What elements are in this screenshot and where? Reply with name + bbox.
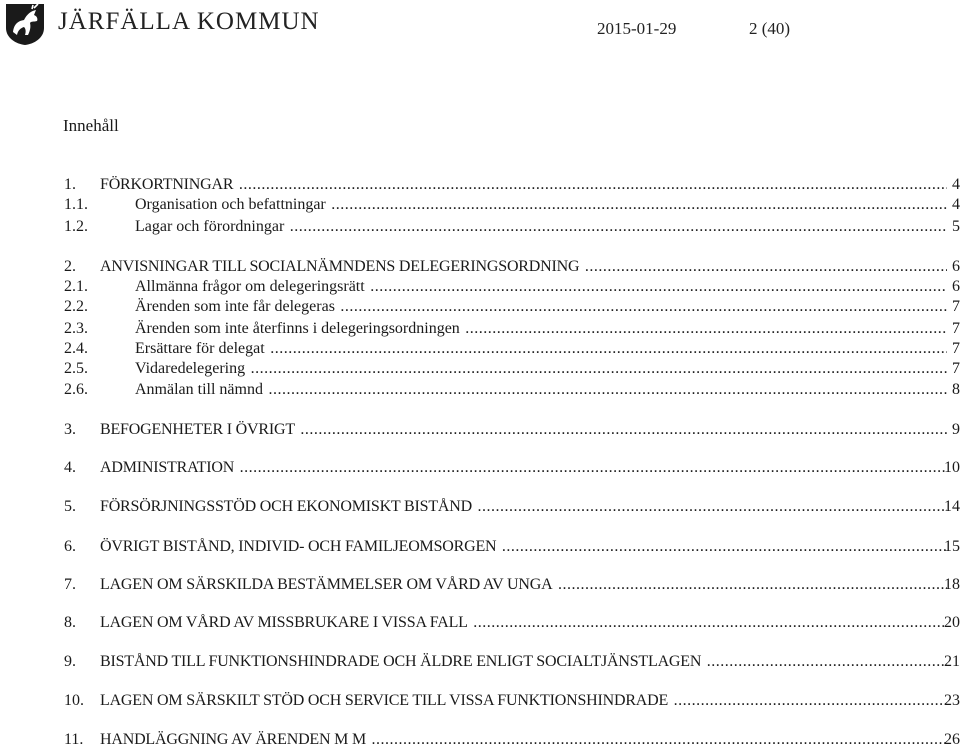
toc-entry-number: 10. <box>64 692 84 709</box>
toc-entry-title[interactable]: Anmälan till nämnd <box>135 381 263 398</box>
toc-entry[interactable] <box>64 497 960 517</box>
toc-entry-number: 5. <box>64 498 76 515</box>
toc-entry-title[interactable]: FÖRKORTNINGAR <box>100 176 234 193</box>
toc-entry-title[interactable]: ÖVRIGT BISTÅND, INDIVID- OCH FAMILJEOMSORGEN <box>100 538 497 555</box>
toc-entry-page: 15 <box>944 538 960 555</box>
toc-entry-number: 3. <box>64 421 76 438</box>
toc-entry-number: 4. <box>64 459 76 476</box>
toc-entry-page: 6 <box>952 278 960 295</box>
toc-entry-leader <box>135 195 947 215</box>
toc-entry-page: 4 <box>952 176 960 193</box>
toc-entry-number: 11. <box>64 731 84 748</box>
toc-entry-title[interactable]: Ärenden som inte får delegeras <box>135 298 335 315</box>
toc-entry-page: 23 <box>944 692 960 709</box>
toc-entry-leader <box>135 339 947 359</box>
toc-entry-page: 7 <box>952 360 960 377</box>
toc-entry-page: 7 <box>952 320 960 337</box>
toc-entry-title[interactable]: LAGEN OM SÄRSKILT STÖD OCH SERVICE TILL VISSA FUNKTIONSHINDRADE <box>100 692 669 709</box>
toc-entry-leader <box>100 730 947 750</box>
toc-entry[interactable] <box>64 575 960 595</box>
toc-entry-number: 1. <box>64 176 76 193</box>
toc-entry-title[interactable]: Vidaredelegering <box>135 360 246 377</box>
toc-entry[interactable] <box>64 339 960 359</box>
toc-entry-page: 21 <box>944 653 960 670</box>
toc-entry-number: 2.4. <box>64 340 88 357</box>
toc-entry[interactable] <box>64 297 960 317</box>
toc-entry-leader <box>100 497 947 517</box>
toc-entry-page: 26 <box>944 731 960 748</box>
toc-entry-number: 8. <box>64 614 76 631</box>
toc-entry-number: 7. <box>64 576 76 593</box>
toc-entry[interactable] <box>64 652 960 672</box>
toc-entry-leader <box>100 175 947 195</box>
toc-entry-title[interactable]: Ärenden som inte återfinns i delegeringsordningen <box>135 320 460 337</box>
toc-entry[interactable] <box>64 537 960 557</box>
toc-heading: Innehåll <box>63 116 119 135</box>
toc-entry[interactable] <box>64 691 960 711</box>
toc-entry-page: 7 <box>952 298 960 315</box>
toc-entry-number: 6. <box>64 538 76 555</box>
organization-name: JÄRFÄLLA KOMMUN <box>58 8 320 35</box>
toc-entry-page: 18 <box>944 576 960 593</box>
toc-entry-leader <box>100 458 947 478</box>
toc-entry-title[interactable]: LAGEN OM VÅRD AV MISSBRUKARE I VISSA FALL <box>100 614 468 631</box>
toc-entry-leader <box>135 217 947 237</box>
toc-entry-leader <box>135 297 947 317</box>
toc-entry[interactable] <box>64 175 960 195</box>
toc-entry[interactable] <box>64 277 960 297</box>
toc-entry-number: 9. <box>64 653 76 670</box>
toc-entry-leader <box>100 613 947 633</box>
toc-entry[interactable] <box>64 420 960 440</box>
toc-entry-title[interactable]: Allmänna frågor om delegeringsrätt <box>135 278 365 295</box>
toc-entry-page: 7 <box>952 340 960 357</box>
toc-entry-title[interactable]: Lagar och förordningar <box>135 218 285 235</box>
document-date: 2015-01-29 <box>597 19 677 38</box>
toc-entry[interactable] <box>64 613 960 633</box>
toc-entry-page: 10 <box>944 459 960 476</box>
toc-entry-title[interactable]: ANVISNINGAR TILL SOCIALNÄMNDENS DELEGERINGSORDNING <box>100 258 580 275</box>
toc-entry-number: 2.2. <box>64 298 88 315</box>
toc-entry-leader <box>135 277 947 297</box>
toc-entry-leader <box>100 652 947 672</box>
toc-entry-number: 2.3. <box>64 320 88 337</box>
toc-entry-page: 5 <box>952 218 960 235</box>
toc-entry-title[interactable]: ADMINISTRATION <box>100 459 235 476</box>
toc-entry-page: 20 <box>944 614 960 631</box>
toc-entry-page: 4 <box>952 196 960 213</box>
toc-entry-title[interactable]: HANDLÄGGNING AV ÄRENDEN M M <box>100 731 367 748</box>
toc-entry[interactable] <box>64 195 960 215</box>
toc-entry-leader <box>100 420 947 440</box>
toc-entry-number: 2.6. <box>64 381 88 398</box>
toc-entry-page: 6 <box>952 258 960 275</box>
toc-entry-title[interactable]: Ersättare för delegat <box>135 340 265 357</box>
toc-entry-leader <box>100 257 947 277</box>
toc-entry-page: 8 <box>952 381 960 398</box>
toc-entry-leader <box>135 380 947 400</box>
toc-entry-title[interactable]: Organisation och befattningar <box>135 196 326 213</box>
toc-entry[interactable] <box>64 359 960 379</box>
municipality-crest-icon <box>4 2 46 46</box>
toc-entry-title[interactable]: FÖRSÖRJNINGSSTÖD OCH EKONOMISKT BISTÅND <box>100 498 472 515</box>
toc-entry[interactable] <box>64 257 960 277</box>
toc-entry-title[interactable]: BISTÅND TILL FUNKTIONSHINDRADE OCH ÄLDRE ENLIGT SOCIALTJÄNSTLAGEN <box>100 653 702 670</box>
toc-entry-number: 2.5. <box>64 360 88 377</box>
toc-entry-leader <box>135 319 947 339</box>
toc-entry[interactable] <box>64 217 960 237</box>
toc-entry-leader <box>135 359 947 379</box>
toc-entry-title[interactable]: BEFOGENHETER I ÖVRIGT <box>100 421 295 438</box>
toc-entry[interactable] <box>64 319 960 339</box>
toc-entry-number: 2. <box>64 258 76 275</box>
toc-entry-number: 1.1. <box>64 196 88 213</box>
page-number: 2 (40) <box>749 19 791 38</box>
toc-entry-leader <box>100 575 947 595</box>
toc-entry-page: 14 <box>944 498 960 515</box>
toc-entry-leader <box>100 537 947 557</box>
toc-entry[interactable] <box>64 730 960 750</box>
toc-entry-page: 9 <box>952 421 960 438</box>
toc-entry-number: 1.2. <box>64 218 88 235</box>
page-header <box>0 0 960 60</box>
toc-entry-title[interactable]: LAGEN OM SÄRSKILDA BESTÄMMELSER OM VÅRD AV UNGA <box>100 576 553 593</box>
toc-entry[interactable] <box>64 458 960 478</box>
toc-entry-number: 2.1. <box>64 278 88 295</box>
toc-entry-leader <box>100 691 947 711</box>
toc-entry[interactable] <box>64 380 960 400</box>
